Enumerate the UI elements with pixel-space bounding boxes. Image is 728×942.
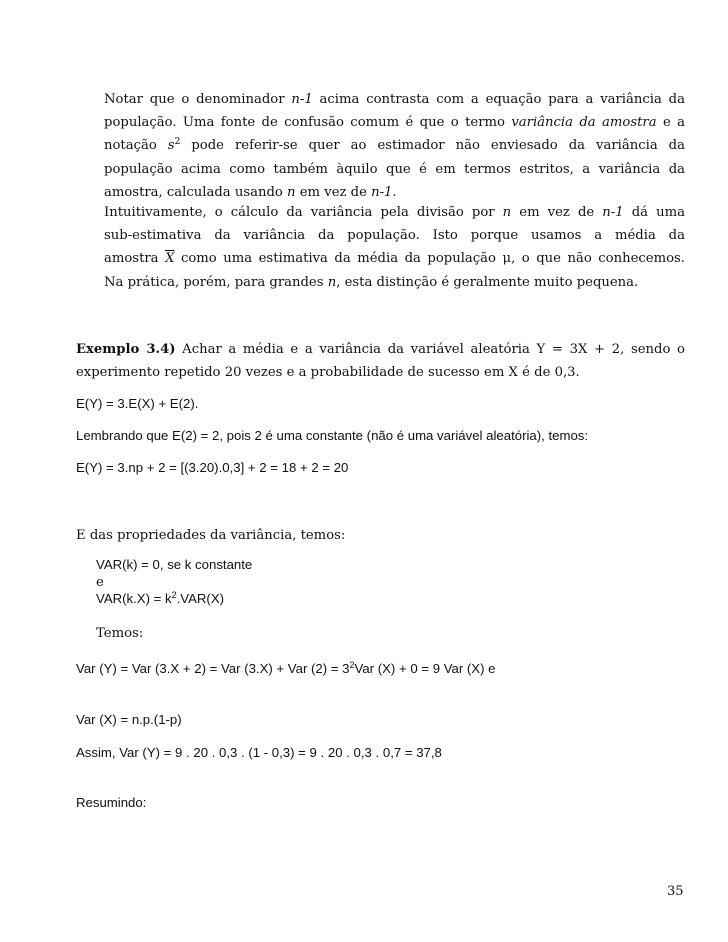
- text-line: experimento repetido 20 vezes e a probabilidade de sucesso em X é de 0,3.: [76, 365, 580, 381]
- text-line: notação $s^2$ pode referir-se quer ao estimador não enviesado da variância da: [104, 137, 685, 154]
- text-line: Notar que o denominador n-1 acima contrasta com a equação para a variância da: [104, 92, 685, 107]
- property-scale: $VAR(k.X) = k^2.VAR(X)$: [96, 590, 225, 606]
- text-line: população. Uma fonte de confusão comum é que o termo variância da amostra e a: [104, 115, 685, 131]
- variance-properties-intro: E das propriedades da variância, temos:: [76, 528, 346, 543]
- x-bar-symbol: $\overline{X}$: [165, 251, 175, 267]
- text-line: amostra $\overline{X}$ como uma estimativa da média da população μ, o que não conhecemos.: [104, 251, 685, 267]
- remark-constant: Lembrando que E(2) = 2, pois 2 é uma constante (não é uma variável aleatória), temos:: [76, 428, 589, 443]
- temos-label: Temos:: [96, 626, 144, 641]
- equation-expectation: E(Y) = 3.E(X) + E(2).: [76, 396, 199, 411]
- property-and: e: [96, 574, 104, 590]
- example-title: Exemplo 3.4): [76, 342, 176, 357]
- variance-properties: [96, 557, 252, 609]
- equation-expectation-result: E(Y) = 3.np + 2 = [(3.20).0,3] + 2 = 18 + 2 = 20: [76, 460, 349, 475]
- text-line: Na prática, porém, para grandes n, esta distinção é geralmente muito pequena.: [104, 274, 639, 290]
- page-number: 35: [667, 884, 684, 899]
- example-statement: [76, 338, 685, 384]
- text-line: sub-estimativa da variância da população. Isto porque usamos a média da: [104, 228, 685, 244]
- property-constant: VAR(k) = 0, se k constante: [96, 557, 253, 572]
- equation-variance: Var (Y) = Var (3.X + 2) = Var (3.X) + Var $(2) = 3^2Var$ (X) + 0 = 9 Var (X) e: [76, 660, 496, 676]
- text-line: população acima como também àquilo que é em termos estritos, a variância da: [104, 161, 685, 177]
- paragraph-intuition-note: [104, 201, 685, 294]
- paragraph-denominator-note: [104, 88, 685, 204]
- text-line: amostra, calculada usando n em vez de n-1.: [104, 184, 397, 200]
- text-line: Exemplo 3.4) Achar a média e a variância da variável aleatória Y = 3X + 2, sendo o: [76, 342, 685, 357]
- equation-variance-result: Assim, Var (Y) = 9 . 20 . 0,3 . (1 - 0,3) = 9 . 20 . 0,3 . 0,7 = 37,8: [76, 745, 442, 760]
- equation-binomial-variance: Var (X) = n.p.(1-p): [76, 712, 182, 727]
- text-line: Intuitivamente, o cálculo da variância pela divisão por n em vez de n-1 dá uma: [104, 205, 685, 220]
- summary-label: Resumindo:: [76, 795, 147, 810]
